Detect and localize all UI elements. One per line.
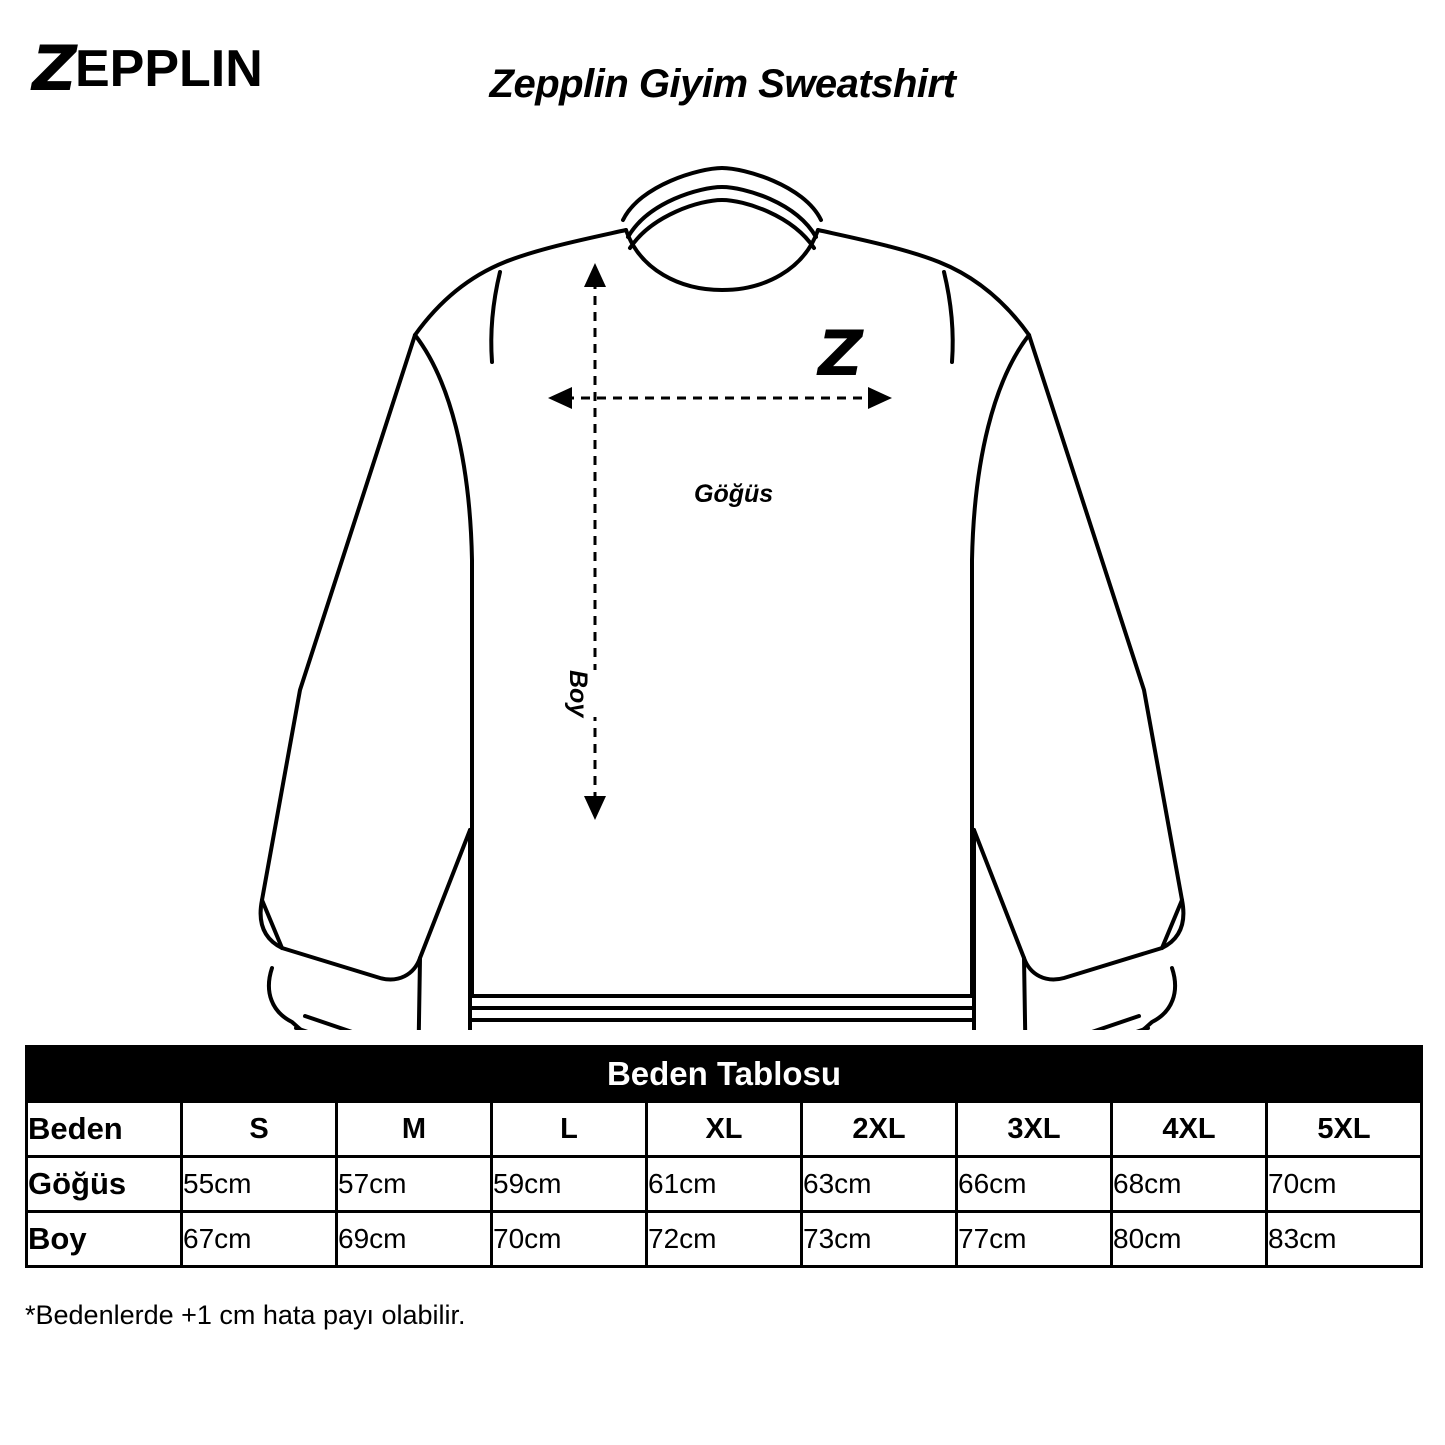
length-measure-arrow [584, 263, 606, 820]
cell-gogus-2xl: 63cm [802, 1157, 957, 1212]
sweatshirt-illustration [0, 130, 1445, 1030]
row-label-boy: Boy [27, 1212, 182, 1267]
sweatshirt-outline-icon [0, 130, 1445, 1030]
chest-measure-label: Göğüs [688, 480, 779, 509]
table-title-row [27, 1047, 1422, 1102]
cell-gogus-3xl: 66cm [957, 1157, 1112, 1212]
cell-boy-5xl: 83cm [1267, 1212, 1422, 1267]
cell-boy-s: 67cm [182, 1212, 337, 1267]
header-cell-2xl: 2XL [802, 1102, 957, 1157]
page-title [0, 62, 1445, 107]
header-cell-s: S [182, 1102, 337, 1157]
zepplin-z-mark-icon: Z [32, 32, 75, 105]
chest-logo-z-icon [816, 317, 864, 390]
cell-gogus-l: 59cm [492, 1157, 647, 1212]
page-title-product: Sweatshirt [758, 62, 956, 106]
svg-text:Z: Z [818, 317, 863, 390]
header-cell-5xl: 5XL [1267, 1102, 1422, 1157]
header-cell-l: L [492, 1102, 647, 1157]
size-table [25, 1045, 1423, 1268]
cell-gogus-xl: 61cm [647, 1157, 802, 1212]
header-cell-xl: XL [647, 1102, 802, 1157]
header-cell-4xl: 4XL [1112, 1102, 1267, 1157]
length-measure-label: Boy [557, 670, 598, 717]
cell-gogus-m: 57cm [337, 1157, 492, 1212]
header-cell-beden: Beden [27, 1102, 182, 1157]
cell-gogus-4xl: 68cm [1112, 1157, 1267, 1212]
cell-boy-l: 70cm [492, 1212, 647, 1267]
cell-boy-xl: 72cm [647, 1212, 802, 1267]
header-cell-m: M [337, 1102, 492, 1157]
cell-boy-4xl: 80cm [1112, 1212, 1267, 1267]
header-cell-3xl: 3XL [957, 1102, 1112, 1157]
table-header-row [27, 1102, 1422, 1157]
cell-boy-3xl: 77cm [957, 1212, 1112, 1267]
table-title: Beden Tablosu [27, 1047, 1422, 1102]
page-title-brand: Zepplin Giyim [489, 62, 759, 106]
table-row [27, 1157, 1422, 1212]
table-row [27, 1212, 1422, 1267]
footnote: *Bedenlerde +1 cm hata payı olabilir. [25, 1300, 466, 1330]
brand-logo-text: EPPLIN [74, 40, 263, 98]
cell-boy-m: 69cm [337, 1212, 492, 1267]
chest-measure-arrow [548, 387, 892, 409]
cell-gogus-s: 55cm [182, 1157, 337, 1212]
cell-boy-2xl: 73cm [802, 1212, 957, 1267]
page-header [0, 0, 1445, 150]
row-label-gogus: Göğüs [27, 1157, 182, 1212]
cell-gogus-5xl: 70cm [1267, 1157, 1422, 1212]
